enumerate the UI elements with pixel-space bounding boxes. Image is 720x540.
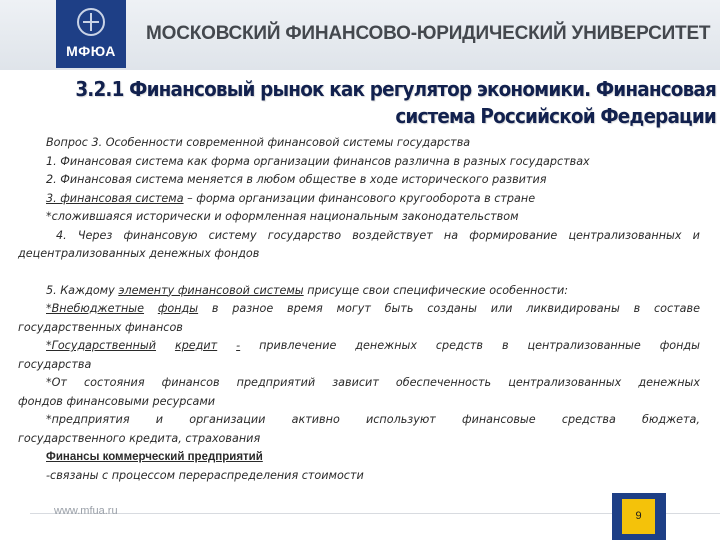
word: 4.: [56, 228, 67, 242]
point-3: [18, 374, 700, 393]
word: *предприятия: [46, 413, 130, 426]
header-band: [0, 0, 720, 70]
word: кредит: [174, 339, 218, 352]
logo-text: МФЮА: [66, 43, 116, 59]
point-2-cont: государства: [18, 357, 92, 371]
word: время: [287, 302, 323, 315]
word: *От: [46, 376, 67, 389]
word: финансов: [161, 376, 220, 389]
word: организации: [189, 413, 266, 426]
section-text: -связаны с процессом перераспределения стоимости: [46, 468, 364, 482]
point-4-cont: государственного кредита, страхования: [18, 431, 261, 445]
spacer: [18, 264, 700, 282]
section-heading-text: Финансы коммерческий предприятий: [46, 451, 263, 463]
page-number: 9: [622, 499, 655, 534]
slide-title-line-2: система Российской Федерации: [395, 104, 716, 128]
question-heading: Вопрос 3. Особенности современной финансовой системы государства: [46, 136, 471, 149]
list-item-3-note: *сложившаяся исторически и оформленная национальным законодательством: [46, 210, 519, 223]
list-item-4: [18, 227, 700, 246]
word: денежных: [355, 339, 417, 352]
word: финансовую: [123, 228, 198, 242]
word: средств: [435, 339, 484, 352]
word: фонды: [157, 302, 199, 315]
slide-title-line-1: 3.2.1 Финансовый рынок как регулятор экономики. Финансовая: [75, 77, 716, 101]
page-badge: [612, 493, 666, 540]
list-item-3: [18, 190, 700, 209]
word: *Государственный: [46, 339, 157, 352]
word: государство: [267, 228, 342, 242]
word: быть: [384, 302, 414, 315]
term-financial-system: 3. финансовая система: [46, 191, 184, 205]
word: в: [211, 302, 219, 315]
list-item-1: 1. Финансовая система как форма организации финансов различна в разных государствах: [46, 154, 590, 168]
globe-emblem-icon: [77, 8, 105, 36]
word: ликвидированы: [526, 302, 620, 315]
website-link[interactable]: www.mfua.ru: [54, 505, 118, 517]
word: средства: [561, 413, 616, 426]
university-logo[interactable]: [56, 0, 126, 68]
list-item-5: [18, 282, 700, 301]
word: могут: [336, 302, 371, 315]
word: в: [633, 302, 641, 315]
list-item-2: 2. Финансовая система меняется в любом обществе в ходе исторического развития: [46, 173, 547, 186]
word: воздействует: [352, 228, 433, 242]
word: финансовые: [462, 413, 536, 426]
list-item-3-text: – форма организации финансового кругооборота в стране: [183, 191, 536, 205]
word: составе: [653, 302, 700, 315]
word: централизованных: [568, 228, 682, 242]
word: зависит: [332, 376, 379, 389]
word: предприятий: [236, 376, 316, 389]
word: Через: [77, 228, 113, 242]
word: разное: [232, 302, 274, 315]
university-name: МОСКОВСКИЙ ФИНАНСОВО-ЮРИДИЧЕСКИЙ УНИВЕРСИТЕТ: [146, 23, 711, 44]
word: привлечение: [259, 339, 337, 352]
word: используют: [365, 413, 436, 426]
word: на: [443, 228, 459, 242]
list-item-5-post: присуще свои специфические особенности:: [303, 283, 569, 297]
word: централизованных: [508, 376, 622, 389]
word: активно: [291, 413, 340, 426]
point-1: [18, 300, 700, 319]
word: централизованные: [527, 339, 641, 352]
word: *Внебюджетные: [46, 302, 145, 315]
word: или: [490, 302, 513, 315]
word: фонды: [659, 339, 700, 352]
word: -: [236, 339, 241, 352]
section-heading: [18, 448, 700, 467]
word: в: [501, 339, 509, 352]
point-4: [18, 411, 700, 430]
word: и: [692, 228, 700, 242]
word: созданы: [427, 302, 477, 315]
word: систему: [208, 228, 257, 242]
list-item-5-pre: 5. Каждому: [46, 283, 119, 297]
word: денежных: [638, 376, 700, 389]
point-3-cont: фондов финансовыми ресурсами: [18, 394, 216, 408]
word: бюджета,: [642, 413, 700, 426]
list-item-4-cont: децентрализованных денежных фондов: [18, 247, 260, 260]
slide-title: [57, 76, 716, 130]
word: состояния: [84, 376, 145, 389]
point-2: [18, 337, 700, 356]
point-1-cont: государственных финансов: [18, 320, 183, 334]
slide-body: [18, 134, 700, 485]
word: и: [155, 413, 164, 426]
word: формирование: [469, 228, 558, 242]
term-system-element: элементу финансовой системы: [118, 283, 304, 297]
word: обеспеченность: [395, 376, 492, 389]
